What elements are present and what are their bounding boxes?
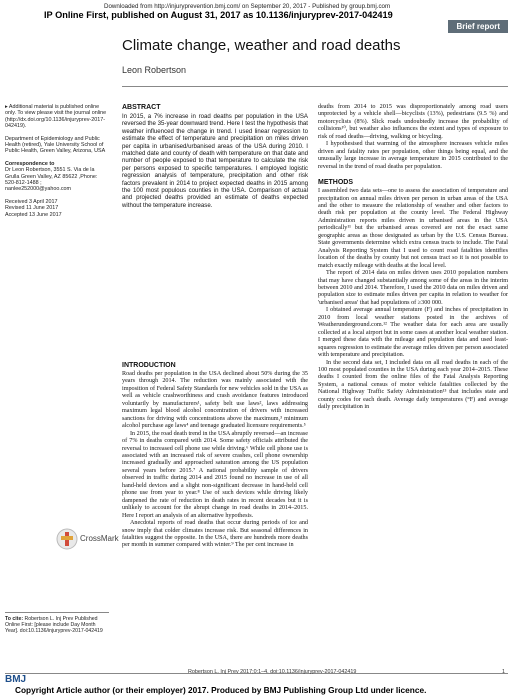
- methods-body: [318, 188, 508, 412]
- additional-material-note: ▸ Additional material is published online only. To view please visit the journal online (http://dx.doi.org/10.1136/injuryprev-2017-042419).: [5, 104, 107, 130]
- cite-text: Robertson L. Inj Prev Published Online First: [please include Day Month Year]. doi:10.1136/injuryprev-2017-042419: [5, 616, 103, 635]
- author-name: Leon Robertson: [122, 65, 187, 75]
- article-type-badge: Brief report: [448, 20, 508, 33]
- methods-paragraph: I obtained average annual temperature (F) and inches of precipitation in 2010 from local weather stations posted in the archives of Weatherunderground.com.¹² The weather data for each area are usually collected at a local airport but in some cases at another local weather station. I merged these data with the mileage and population data and used least-squares regression to estimate the average miles driven per person associated with temperature and precipitation.: [318, 307, 508, 359]
- received-dates: Received 3 April 2017 Revised 11 June 2017 Accepted 13 June 2017: [5, 198, 62, 218]
- cite-label: To cite:: [5, 616, 24, 622]
- methods-paragraph: I assembled two data sets—one to assess the association of temperature and precipitation on annual miles driven per person in urban areas of the USA and the other to measure the relationship of weather and other factors to death risk per population at the county level. The Federal Highway Administration reports miles driven in urbanised areas in the USA periodically¹¹ but the urbanised areas covered are not the exact same geographic areas as those designated as urban by the U.S. Census Bureau. State governments determine which extra census tracts to include. The Fatal Analysis Reporting System that I used to count road fatalities identifies location of the deaths by county but not census tract so it is not possible to match exactly mileage with deaths at the local level.: [318, 188, 508, 269]
- download-notice: Downloaded from http://injuryprevention.bmj.com/ on September 20, 2017 - Published by group.bmj.com: [104, 3, 391, 10]
- affiliation: Department of Epidemiology and Public Health (retired), Yale University School of Public Health, Green Valley, Arizona, USA: [5, 135, 106, 155]
- intro-paragraph: In 2015, the road death trend in the USA abruptly reversed—an increase of 7% in deaths compared with 2014. Some safety officials attributed the reversal to increased cell phone use while driving.⁶ While cell phone use is associated with an increased risk of severe crashes, cell phone ownership increased gradually and approached saturation among the US population several years before 2015.⁷ A national probability sample of drivers observed in traffic during 2014 and 2015 found no increase in use of all hand-held devices and a slight non-significant decrease in hand-held cell phone use from year to year.⁸ Use of such devices while driving likely dampened the rate of reduction in death rates in recent decades but it is unlikely to account for the abrupt change in road deaths in 2014–2015. Here I report an analysis of an alternative hypothesis.: [122, 430, 308, 519]
- crossmark-label: CrossMark: [80, 534, 119, 543]
- footer-citation: Robertson L. Inj Prev 2017;0:1–4. doi:10.1136/injuryprev-2017-042419: [188, 669, 357, 675]
- abstract: [122, 104, 308, 209]
- bmj-logo: BMJ: [5, 674, 27, 685]
- correspondence: [5, 161, 109, 193]
- online-first-line: IP Online First, published on August 31, 2017 as 10.1136/injuryprev-2017-042419: [44, 10, 393, 20]
- crossmark-badge[interactable]: [56, 528, 124, 552]
- abstract-text: In 2015, a 7% increase in road deaths per population in the USA reversed the 35-year downward trend. Here I test the hypothesis that weather influenced the change in trend. I used linear regression to estimate the effect of temperature and precipitation on miles driven per capita in urbanised/urbanised areas of the USA during 2010. I matched date and county of death with temperature on that date and number of people exposed to that temperature to calculate the risk per persons exposed to specific temperatures. I employed logistic regression analysis of temperature, precipitation and other risk factors prevalent in 2014 to project expected deaths in 2015 among the 100 most populous counties in the USA. Comparison of actual and projected deaths provided an estimate of deaths expected without the temperature increase.: [122, 113, 308, 209]
- correspondence-heading: Correspondence to: [5, 160, 55, 167]
- body-paragraph: I hypothesised that warming of the atmosphere increases vehicle miles driven and fatality rates per population, other things being equal, and the unusually large increase in average temperature in 2015 contributed to the reversal in the trend of road deaths per population.: [318, 141, 508, 170]
- copyright-line: Copyright Article author (or their employer) 2017. Produced by BMJ Publishing Group Ltd under licence.: [15, 685, 427, 695]
- sidebar: [5, 104, 109, 224]
- body-paragraph: deaths from 2014 to 2015 was disproportionately among road users unprotected by a vehicle shell—bicyclists (13%), pedestrians (9.5 %) and motorcyclists (8%). Slick roads undoubtedly increase the probability of collisions¹⁰, but weather also influences the extent and types of exposure to risk of road deaths—driving, walking or bicycling.: [318, 104, 508, 140]
- methods-heading: METHODS: [318, 179, 353, 187]
- right-column: [318, 104, 508, 412]
- introduction-body: [122, 371, 308, 550]
- cite-box: [5, 612, 109, 635]
- methods-paragraph: In the second data set, I included data on all road deaths in each of the 100 most populated counties in the USA during each year 2014–2015. These deaths I counted from the online files of the Fatal Analysis Reporting System, a national census of motor vehicle fatalities collected by the National Highway Traffic Safety Administration¹³ that includes state and county codes for each death. Average daily temperatures (°F) and average daily precipitation in: [318, 359, 508, 411]
- page-number: 1: [502, 669, 505, 675]
- crossmark-icon: [56, 528, 78, 550]
- right-intro-body: [318, 104, 508, 171]
- introduction-section: [122, 362, 308, 550]
- abstract-heading: ABSTRACT: [122, 104, 161, 111]
- title-rule: [122, 86, 508, 87]
- article-title: Climate change, weather and road deaths: [122, 37, 401, 54]
- intro-paragraph: Anecdotal reports of road deaths that occur during periods of ice and snow imply that colder climates increase risk. But seasonal differences in fatalities suggest the opposite. In the USA, there are hundreds more deaths per month in summer compared with winter.⁹ The per cent increase in: [122, 520, 308, 549]
- introduction-heading: INTRODUCTION: [122, 362, 176, 369]
- methods-paragraph: The report of 2014 data on miles driven uses 2010 population numbers that may have changed substantially among some of the areas in the interim between 2010 and 2014. Therefore, I used the 2010 data on miles driven and population size to estimate miles driven per capita in relation to weather for 'urbanised areas' that had populations of ≥300 000.: [318, 270, 508, 306]
- correspondence-text: Dr Leon Robertson, 3551 S. Via de la Grulla Green Valley, AZ 85622 ,Phone: 520-812-1488 ; nanlee252000@yahoo.com: [5, 167, 98, 193]
- intro-paragraph: Road deaths per population in the USA declined about 50% during the 35 years through 2014. The reduction was mainly associated with the imposition of Federal Safety Standards for new vehicles sold in the USA as well as vehicle crashworthiness and crash avoidance features introduced voluntarily by manufacturers¹, safety belt use laws², laws addressing maximum legal blood alcohol concentration of drivers with increased sanctions for driving with concentrations above the maximum,³ minimum alcohol purchase age laws⁴ and teenage graduated licensure requirements.⁵: [122, 371, 308, 430]
